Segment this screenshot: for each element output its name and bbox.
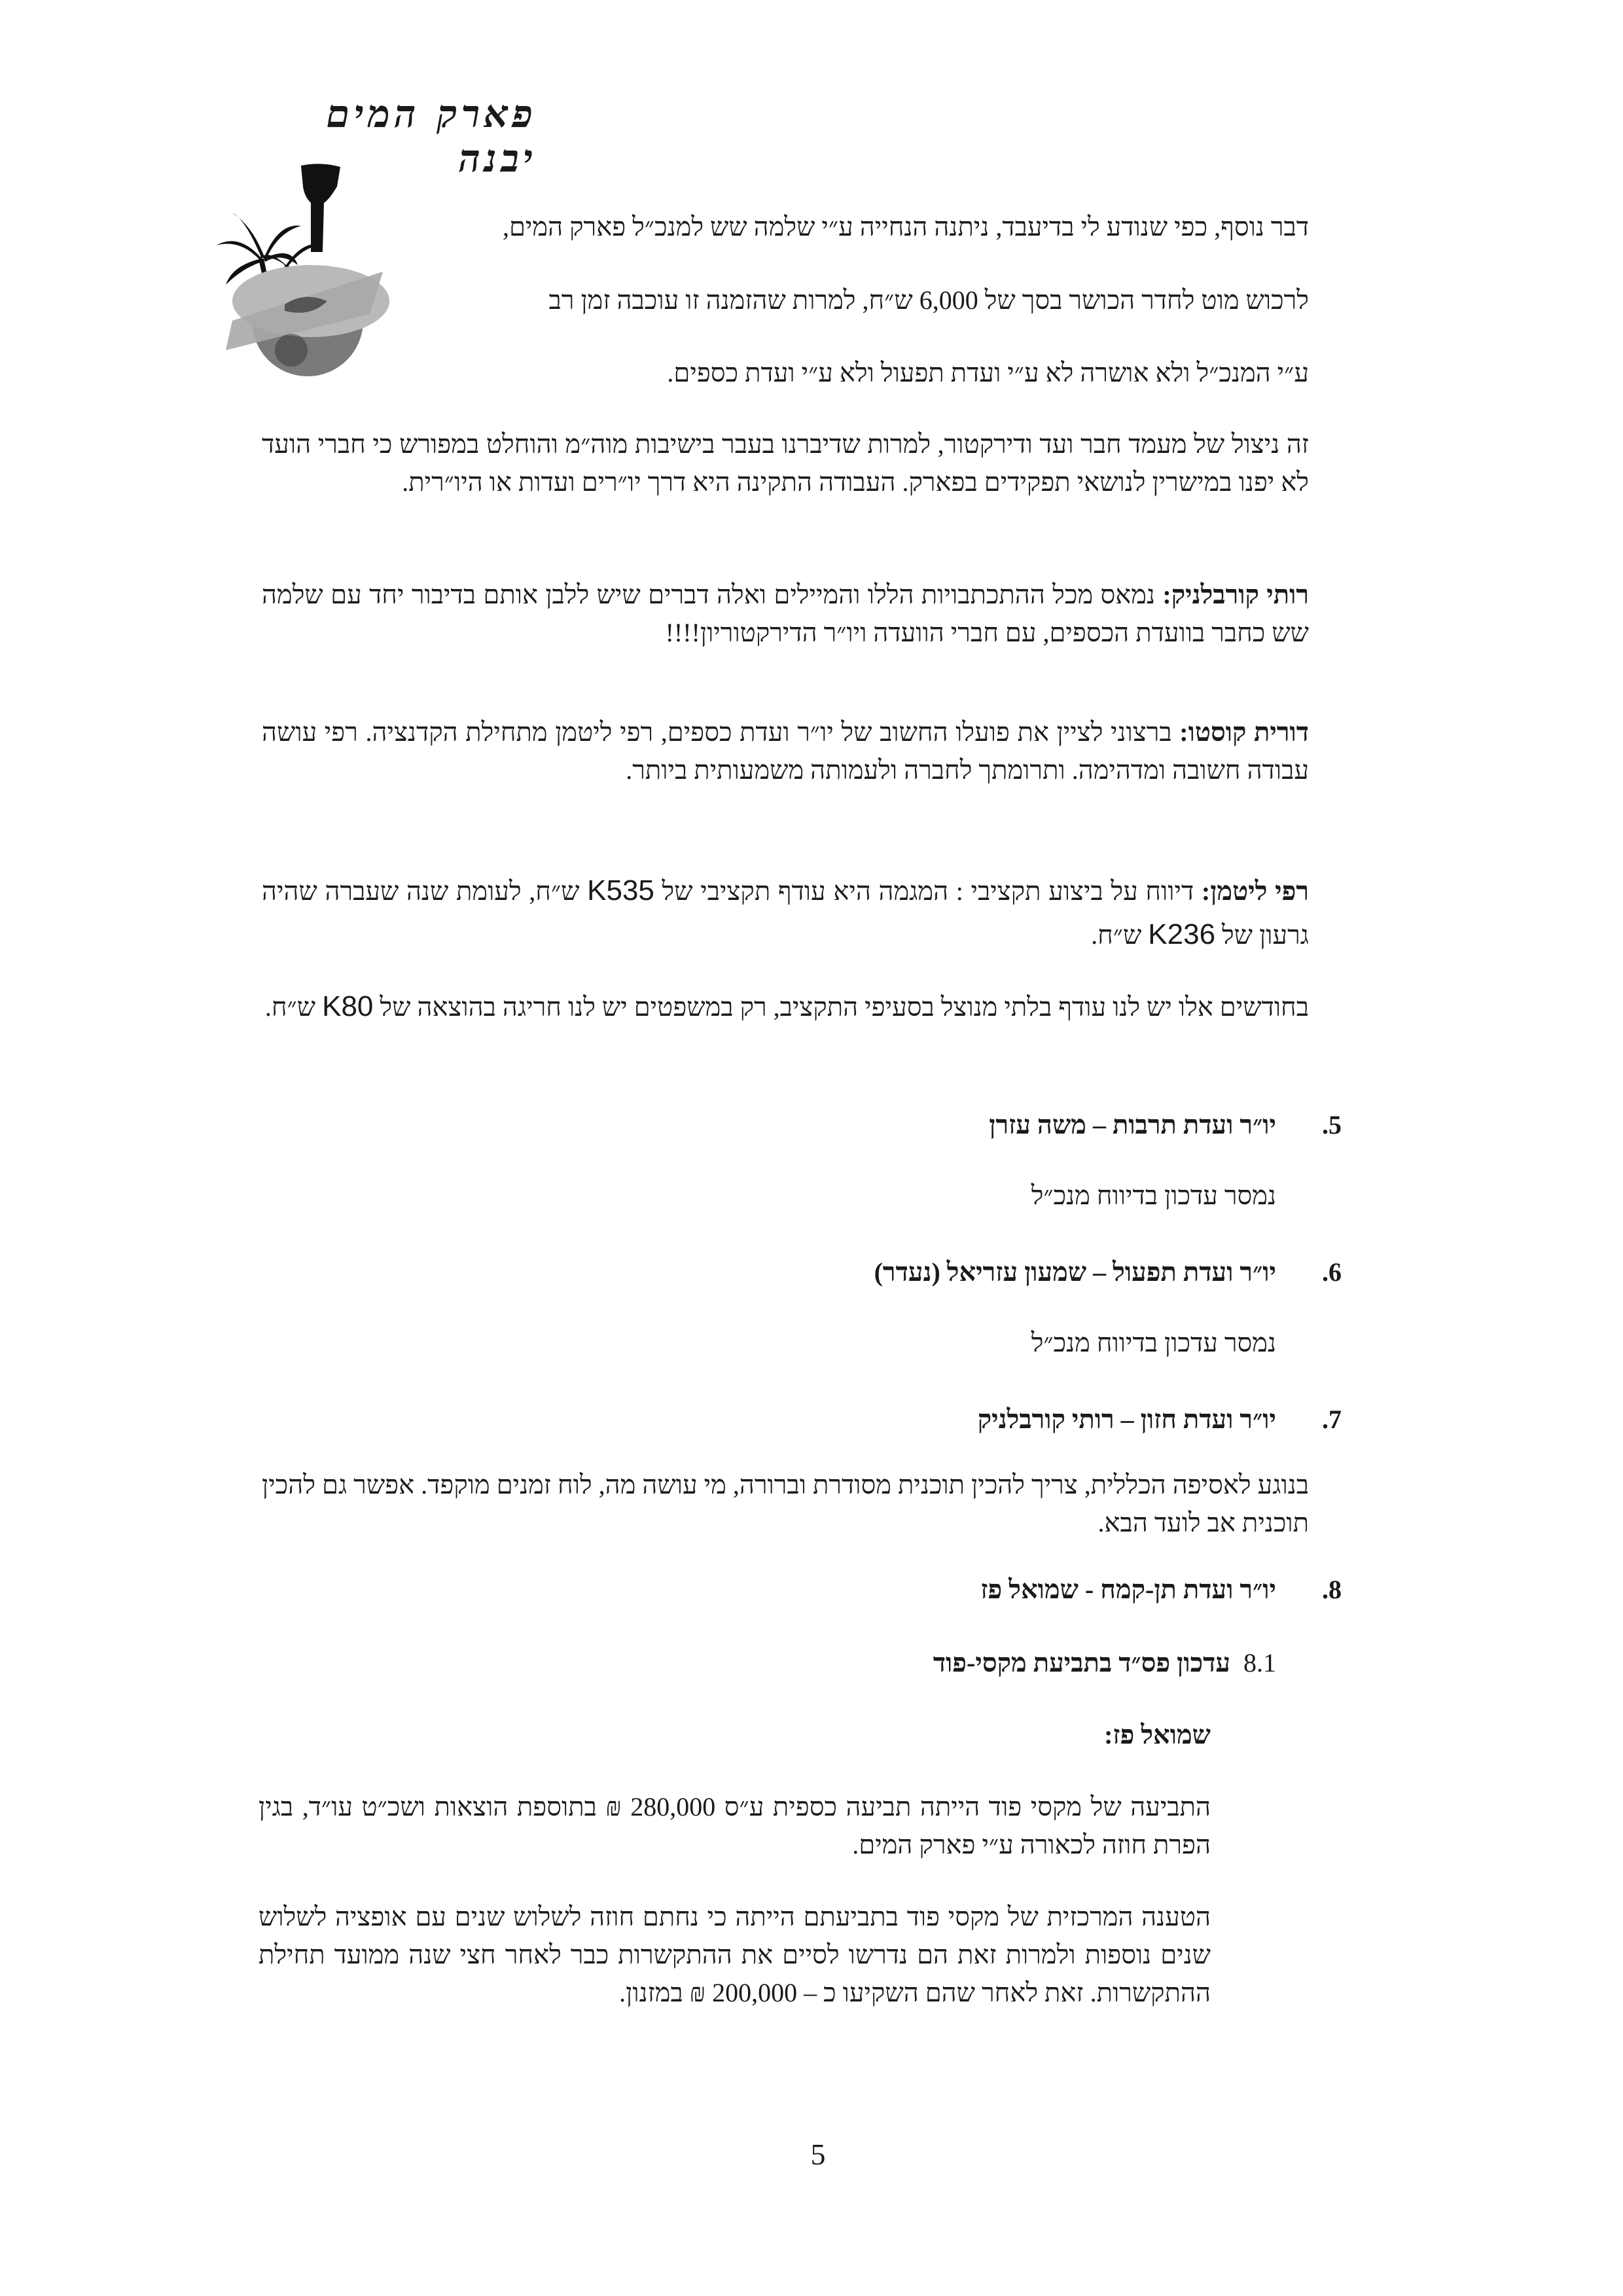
section-title: יו״ר ועדת חזון – רותי קורבלניק [977,1405,1276,1434]
amount-surplus: K535 [587,874,654,906]
speaker-text: ש״ח, לעומת שנה שעברה שהיה גרעון של [262,876,1309,950]
speaker-name: רפי ליטמן: [1201,876,1309,906]
speaker-name: רותי קורבלניק: [1162,580,1310,609]
section-number: 6. [1322,1257,1342,1287]
section-number: 8. [1322,1575,1342,1604]
speaker-rafi-paragraph [262,869,1309,957]
section-number: 5. [1322,1110,1342,1139]
section-6-heading [874,1253,1342,1291]
governance-paragraph: זה ניצול של מעמד חבר ועד ודירקטור, למרות שדיברנו בעבר בישיבות מוה״מ והוחלט במפורש כי חברי הועד לא יפנו במישרין לנושאי תפקידים בפארק. העבודה התקינה היא דרך יו״רים ועדות או היו״רית. [262,429,1309,497]
section-7-body: בנוגע לאסיפה הכללית, צריך להכין תוכנית מסודרת וברורה, מי עושה מה, לוח זמנים מוקפד. אפשר גם להכין תוכנית אב לועד הבא. [262,1470,1309,1537]
speaker-shmuel: שמואל פז: [1104,1720,1211,1749]
subsection-8-1-paragraph-2: הטענה המרכזית של מקסי פוד בתביעתם הייתה כי נחתם חוזה לשלוש שנים עם אופציה לשלוש שנים נוספות ולמרות זאת הם נדרשו לסיים את ההתקשרות כבר לאחר חצי שנה ממועד תחילת ההתקשרות. זאת לאחר שהם השקיעו כ – 200,000 ₪ במזנון. [259,1902,1211,2007]
paragraph-text: בחודשים אלו יש לנו עודף בלתי מנוצל בסעיפי התקציב, רק במשפטים יש לנו חריגה בהוצאה של [373,992,1309,1022]
speaker-dorit-paragraph [262,713,1309,789]
section-5-body: נמסר עדכון בדיווח מנכ״ל [1031,1181,1276,1210]
section-title: יו״ר ועדת תרבות – משה עזרן [989,1110,1276,1139]
amount-deficit: K236 [1148,918,1216,950]
paragraph-text: ש״ח. [264,992,323,1022]
section-6-body: נמסר עדכון בדיווח מנכ״ל [1031,1328,1276,1357]
section-title: יו״ר ועדת תן-קמח - שמואל פז [980,1575,1276,1604]
intro-line-3: ע״י המנכ״ל ולא אושרה לא ע״י ועדת תפעול ולא ע״י ועדת כספים. [667,358,1309,387]
speaker-ruti-paragraph [262,576,1309,652]
section-number: 7. [1322,1405,1342,1434]
subsection-title: עדכון פס״ד בתביעת מקסי-פוד [933,1648,1230,1677]
intro-line-1: דבר נוסף, כפי שנודע לי בדיעבד, ניתנה הנחייה ע״י שלמה שש למנכ״ל פארק המים, [502,212,1309,242]
budget-months-paragraph [262,985,1309,1029]
speaker-text: ברצוני לציין את פועלו החשוב של יו״ר ועדת כספים, רפי ליטמן מתחילת הקדנציה. רפי עושה עבודה חשובה ומדהימה. ותרומתך לחברה ולעמותה משמעותית ביותר. [262,717,1309,785]
subsection-8-1-paragraph-1: התביעה של מקסי פוד הייתה תביעה כספית ע״ס 280,000 ₪ בתוספת הוצאות ושכ״ט עו״ד, בגין הפרת חוזה לכאורה ע״י פארק המים. [259,1792,1211,1859]
speaker-text: דיווח על ביצוע תקציבי : המגמה היא עודף תקציבי של [654,876,1202,906]
water-park-logo-icon [213,160,409,376]
section-title: יו״ר ועדת תפעול – שמעון עזריאל (נעדר) [874,1257,1276,1287]
speaker-name: דורית קוסטו: [1179,717,1309,747]
section-7-heading [978,1401,1342,1439]
intro-line-2: לרכוש מוט לחדר הכושר בסך של 6,000 ש״ח, למרות שהזמנה זו עוכבה זמן רב [548,285,1309,315]
header-title: פארק המים יבנה [326,92,537,181]
section-5-heading [989,1106,1342,1144]
subsection-number: 8.1 [1243,1648,1276,1677]
speaker-text: ש״ח. [1091,920,1149,950]
speaker-text: נמאס מכל ההתכתבויות הללו והמיילים ואלה דברים שיש ללבן אותם בדיבור יחד עם שלמה שש כחבר בוועדת הכספים, עם חברי הוועדה ויו״ר הדירקטוריון!!!! [262,580,1309,647]
subsection-8-1-heading [933,1644,1276,1682]
amount-overrun: K80 [322,990,374,1022]
page-number: 5 [810,2138,826,2171]
section-8-heading [980,1571,1342,1609]
